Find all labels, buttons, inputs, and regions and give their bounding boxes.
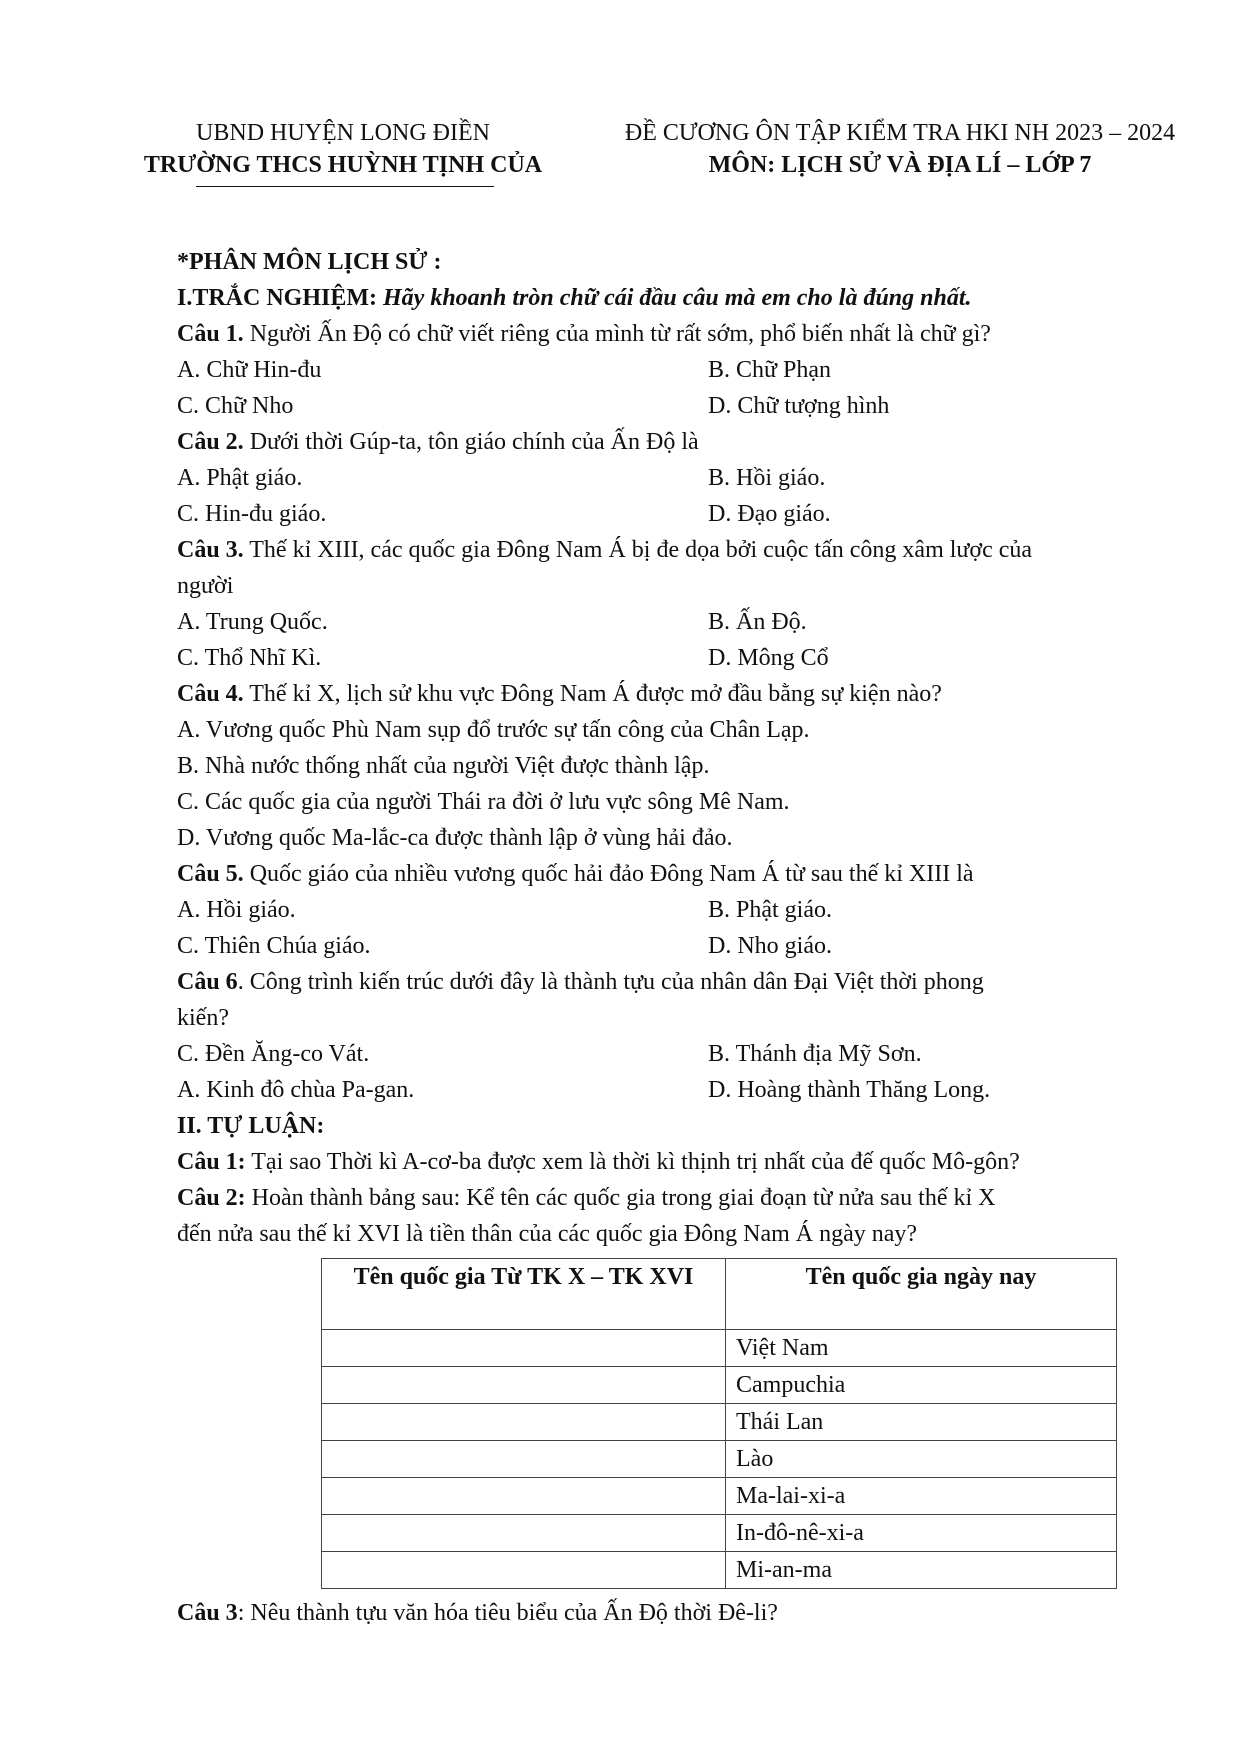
country-cell: Mi-an-ma [726, 1552, 1117, 1589]
option-b[interactable]: B. Nhà nước thống nhất của người Việt được thành lập. [177, 753, 710, 779]
option-d[interactable]: D. Chữ tượng hình [708, 393, 890, 419]
question-text: Người Ấn Độ có chữ viết riêng của mình từ rất sớm, phổ biến nhất là chữ gì? [249, 321, 991, 347]
option-a[interactable]: A. Trung Quốc. [177, 609, 328, 635]
document-body [177, 244, 1137, 1631]
options-row [177, 928, 1137, 964]
school-name-underline [196, 186, 494, 187]
option-c[interactable]: C. Thổ Nhĩ Kì. [177, 645, 322, 671]
question-text-cont: người [177, 573, 234, 599]
question-label: Câu 2: [177, 1185, 246, 1211]
options-row [177, 496, 1137, 532]
question-text: . Công trình kiến trúc dưới đây là thành tựu của nhân dân Đại Việt thời phong [237, 969, 984, 995]
column-header-historical: Tên quốc gia Từ TK X – TK XVI [322, 1259, 726, 1330]
answer-cell[interactable] [322, 1367, 726, 1404]
table-row [322, 1478, 1117, 1515]
table-row [322, 1404, 1117, 1441]
section-title: *PHÂN MÔN LỊCH SỬ : [177, 249, 442, 275]
exam-title: ĐỀ CƯƠNG ÔN TẬP KIỂM TRA HKI NH 2023 – 2024 [624, 120, 1176, 146]
answer-cell[interactable] [322, 1515, 726, 1552]
option-a[interactable]: A. Hồi giáo. [177, 897, 296, 923]
options-row [177, 352, 1137, 388]
nations-table [321, 1258, 1117, 1589]
table-row [322, 1367, 1117, 1404]
question-text: Thế kỉ X, lịch sử khu vực Đông Nam Á được mở đầu bằng sự kiện nào? [249, 681, 942, 707]
country-cell: In-đô-nê-xi-a [726, 1515, 1117, 1552]
option-b[interactable]: B. Ấn Độ. [708, 609, 807, 635]
option-c[interactable]: C. Thiên Chúa giáo. [177, 933, 371, 959]
question-label: Câu 2. [177, 429, 244, 455]
question-label: Câu 1: [177, 1149, 246, 1175]
part1-heading [177, 280, 1137, 316]
question-6 [177, 964, 1137, 1000]
table-row [322, 1441, 1117, 1478]
country-cell: Thái Lan [726, 1404, 1117, 1441]
option-d[interactable]: D. Mông Cổ [708, 645, 829, 671]
option-a[interactable]: A. Vương quốc Phù Nam sụp đổ trước sự tấn công của Chân Lạp. [177, 717, 810, 743]
table-row [322, 1330, 1117, 1367]
table-row [322, 1515, 1117, 1552]
options-row [177, 388, 1137, 424]
option-a[interactable]: A. Kinh đô chùa Pa-gan. [177, 1077, 415, 1103]
question-text: Hoàn thành bảng sau: Kể tên các quốc gia trong giai đoạn từ nửa sau thế kỉ X [251, 1185, 996, 1211]
option-d[interactable]: D. Nho giáo. [708, 933, 832, 959]
option-c[interactable]: C. Chữ Nho [177, 393, 294, 419]
question-label: Câu 6 [177, 969, 238, 995]
question-4 [177, 676, 1137, 712]
subject-title: MÔN: LỊCH SỬ VÀ ĐỊA LÍ – LỚP 7 [708, 152, 1092, 178]
table-header-row [322, 1259, 1117, 1330]
options-row [177, 604, 1137, 640]
country-cell: Việt Nam [726, 1330, 1117, 1367]
option-c[interactable]: C. Đền Ăng-co Vát. [177, 1041, 370, 1067]
option-b[interactable]: B. Phật giáo. [708, 897, 832, 923]
answer-cell[interactable] [322, 1330, 726, 1367]
table-row [322, 1552, 1117, 1589]
question-5 [177, 856, 1137, 892]
question-label: Câu 4. [177, 681, 244, 707]
part2-heading: II. TỰ LUẬN: [177, 1113, 325, 1139]
question-label: Câu 5. [177, 861, 244, 887]
option-c[interactable]: C. Các quốc gia của người Thái ra đời ở lưu vực sông Mê Nam. [177, 789, 790, 815]
part1-label: I.TRẮC NGHIỆM: [177, 285, 378, 311]
country-cell: Lào [726, 1441, 1117, 1478]
header-left [118, 117, 568, 181]
question-text: : Nêu thành tựu văn hóa tiêu biểu của Ấn Độ thời Đê-li? [237, 1600, 778, 1626]
answer-cell[interactable] [322, 1552, 726, 1589]
question-text: Quốc giáo của nhiều vương quốc hải đảo Đông Nam Á từ sau thế kỉ XIII là [249, 861, 974, 887]
country-cell: Ma-lai-xi-a [726, 1478, 1117, 1515]
question-label: Câu 3. [177, 537, 244, 563]
header-right [580, 117, 1220, 181]
question-label: Câu 3 [177, 1600, 238, 1626]
options-row [177, 640, 1137, 676]
option-a[interactable]: A. Phật giáo. [177, 465, 303, 491]
question-text-cont: kiến? [177, 1005, 229, 1031]
question-text: Dưới thời Gúp-ta, tôn giáo chính của Ấn Độ là [249, 429, 699, 455]
option-b[interactable]: B. Chữ Phạn [708, 357, 832, 383]
option-b[interactable]: B. Thánh địa Mỹ Sơn. [708, 1041, 922, 1067]
option-a[interactable]: A. Chữ Hin-đu [177, 357, 322, 383]
answer-cell[interactable] [322, 1404, 726, 1441]
option-c[interactable]: C. Hin-đu giáo. [177, 501, 327, 527]
option-b[interactable]: B. Hồi giáo. [708, 465, 826, 491]
question-text-cont: đến nửa sau thế kỉ XVI là tiền thân của các quốc gia Đông Nam Á ngày nay? [177, 1221, 918, 1247]
country-cell: Campuchia [726, 1367, 1117, 1404]
option-d[interactable]: D. Đạo giáo. [708, 501, 831, 527]
answer-cell[interactable] [322, 1478, 726, 1515]
column-header-modern: Tên quốc gia ngày nay [726, 1259, 1117, 1330]
options-row [177, 1036, 1137, 1072]
district-name: UBND HUYỆN LONG ĐIỀN [196, 120, 490, 146]
question-label: Câu 1. [177, 321, 244, 347]
question-3 [177, 532, 1137, 568]
question-text: Tại sao Thời kì A-cơ-ba được xem là thời kì thịnh trị nhất của đế quốc Mô-gôn? [251, 1149, 1020, 1175]
options-row [177, 1072, 1137, 1108]
options-row [177, 460, 1137, 496]
options-row [177, 892, 1137, 928]
question-1 [177, 316, 1137, 352]
school-name: TRƯỜNG THCS HUỲNH TỊNH CỦA [143, 152, 543, 178]
question-text: Thế kỉ XIII, các quốc gia Đông Nam Á bị đe dọa bởi cuộc tấn công xâm lược của [249, 537, 1033, 563]
essay-question-3 [177, 1595, 1137, 1631]
part1-instruction: Hãy khoanh tròn chữ cái đầu câu mà em cho là đúng nhất. [383, 285, 972, 311]
essay-question-1 [177, 1144, 1137, 1180]
option-d[interactable]: D. Vương quốc Ma-lắc-ca được thành lập ở vùng hải đảo. [177, 825, 733, 851]
option-d[interactable]: D. Hoàng thành Thăng Long. [708, 1077, 991, 1103]
answer-cell[interactable] [322, 1441, 726, 1478]
question-2 [177, 424, 1137, 460]
essay-question-2 [177, 1180, 1137, 1216]
